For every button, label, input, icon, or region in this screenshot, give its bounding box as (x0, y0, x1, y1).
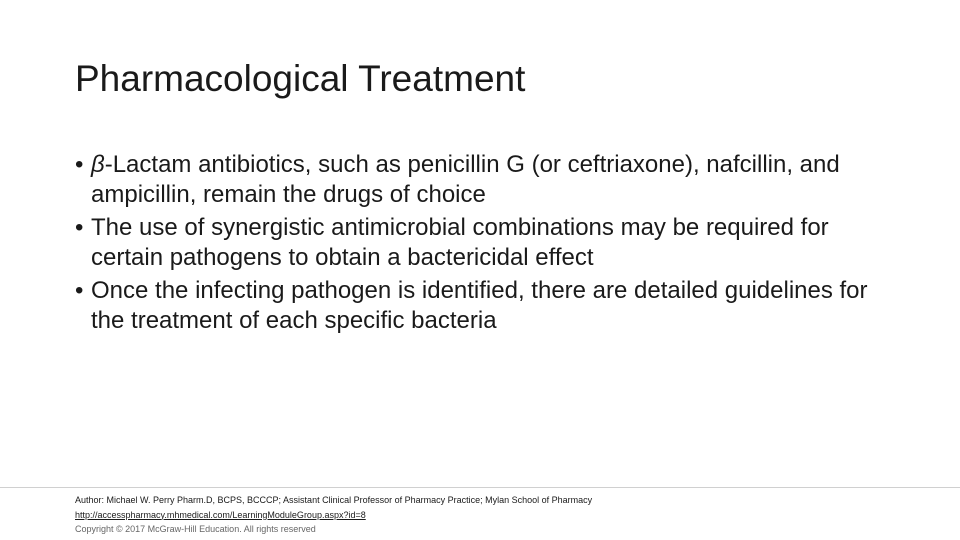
slide-title: Pharmacological Treatment (75, 58, 526, 99)
bullet-item (75, 213, 875, 273)
bullet-text: The use of synergistic antimicrobial combinations may be required for certain pathogens to obtain a bactericidal effect (91, 214, 829, 271)
bullet-item (75, 150, 875, 210)
bullet-text: -Lactam antibiotics, such as penicillin G (or ceftriaxone), nafcillin, and ampicillin, remain the drugs of choice (91, 151, 840, 208)
author-credit: Author: Michael W. Perry Pharm.D, BCPS, BCCCP; Assistant Clinical Professor of Pharmacy Practice; Mylan School of Pharmacy (75, 495, 593, 505)
bullet-item (75, 276, 875, 336)
footer-divider (0, 487, 960, 488)
slide-footer (75, 493, 592, 537)
source-link[interactable]: http://accesspharmacy.mhmedical.com/LearningModuleGroup.aspx?id=8 (75, 509, 366, 520)
bullet-text: Once the infecting pathogen is identified, there are detailed guidelines for the treatment of each specific bacteria (91, 277, 868, 334)
beta-symbol: β (91, 151, 105, 178)
bullet-list (75, 150, 875, 339)
copyright-notice: Copyright © 2017 McGraw-Hill Education. All rights reserved (75, 524, 316, 534)
